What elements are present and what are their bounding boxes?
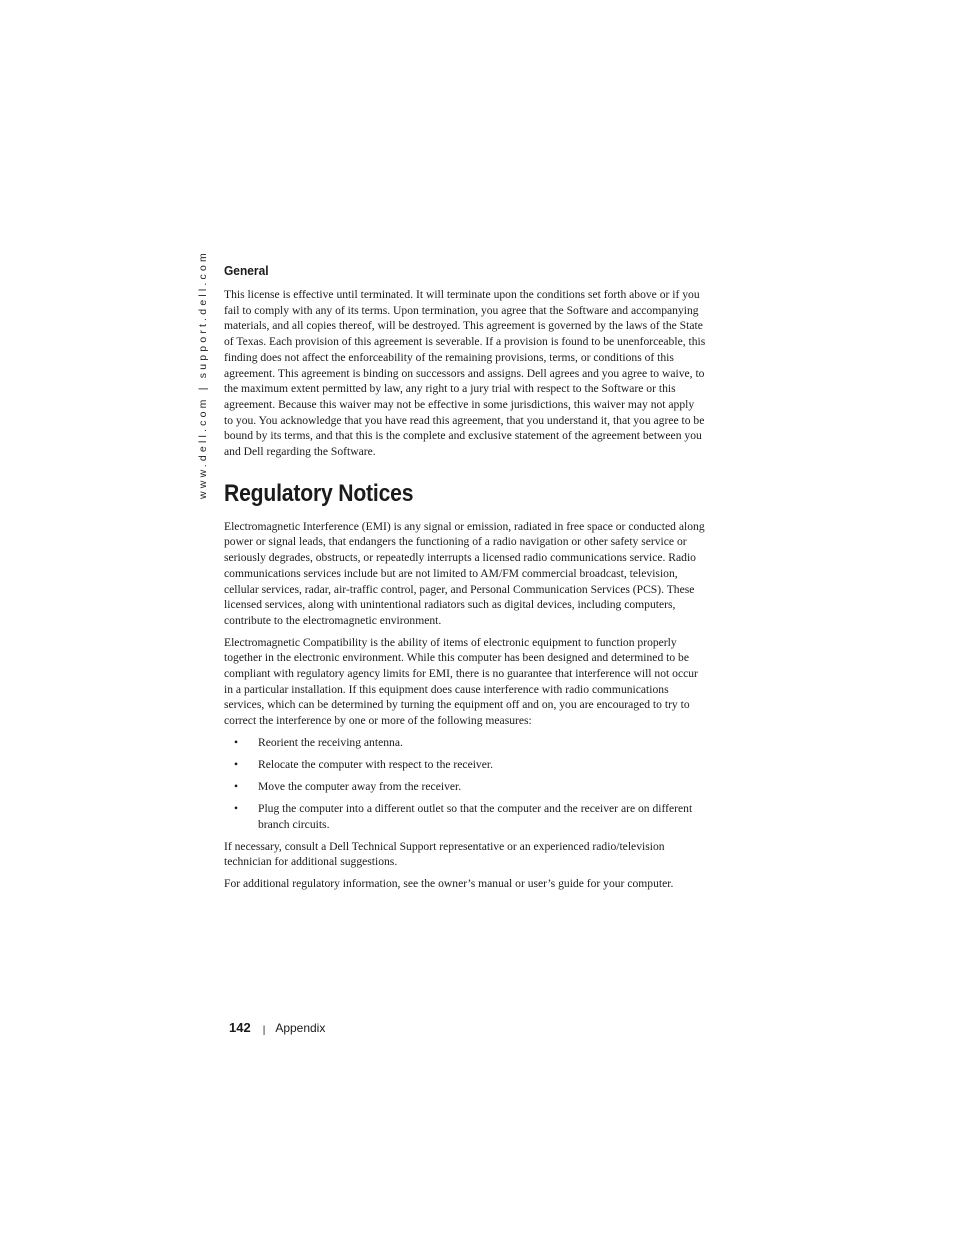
list-item-text: Reorient the receiving antenna. bbox=[258, 735, 403, 749]
support-paragraph: If necessary, consult a Dell Technical Support representative or an experienced radio/television technician for additional suggestions. bbox=[224, 839, 665, 869]
measures-list bbox=[224, 735, 706, 832]
regulatory-notices-heading: Regulatory Notices bbox=[224, 479, 414, 507]
page-content bbox=[224, 262, 706, 898]
list-item-text: Relocate the computer with respect to the receiver. bbox=[258, 757, 493, 771]
list-item bbox=[224, 801, 706, 832]
general-paragraph: This license is effective until terminated. It will terminate upon the conditions set forth above or if you fail to comply with any of its terms. Upon termination, you agree that the Software and accompanying materials, and all copies thereof, will be destroyed. This agreement is governed by the laws of the State of Texas. Each provision of this agreement is severable. If a provision is found to be unenforceable, this finding does not affect the enforceability of the remaining provisions, terms, or conditions of this agreement. This agreement is binding on successors and assigns. Dell agrees and you agree to waive, to the maximum extent permitted by law, any right to a jury trial with respect to the Software or this agreement. Because this waiver may not be effective in some jurisdictions, this waiver may not apply to you. You acknowledge that you have read this agreement, that you understand it, that you agree to be bound by its terms, and that this is the complete and exclusive statement of the agreement between you and Dell regarding the Software. bbox=[224, 288, 706, 459]
bullet-icon: • bbox=[234, 735, 239, 749]
footer-separator: | bbox=[262, 1025, 266, 1036]
additional-info-paragraph: For additional regulatory information, see the owner’s manual or user’s guide for your computer. bbox=[224, 876, 674, 890]
footer-section-name: Appendix bbox=[275, 1021, 326, 1035]
page-footer bbox=[229, 1019, 325, 1039]
bullet-icon: • bbox=[234, 801, 239, 815]
general-heading: General bbox=[224, 263, 269, 278]
emc-paragraph: Electromagnetic Compatibility is the ability of items of electronic equipment to function properly together in the electronic environment. While this computer has been designed and determined to be compliant with regulatory agency limits for EMI, there is no guarantee that interference will not occur in a particular installation. If this equipment does cause interference with radio communications services, which can be determined by turning the equipment off and on, you are encouraged to try to correct the interference by one or more of the following measures: bbox=[224, 635, 698, 728]
bullet-icon: • bbox=[234, 779, 239, 793]
list-item bbox=[224, 735, 706, 751]
sidebar-url-text: www.dell.com | support.dell.com bbox=[197, 250, 209, 499]
page-number: 142 bbox=[229, 1020, 251, 1035]
list-item-text: Plug the computer into a different outlet so that the computer and the receiver are on different branch circuits. bbox=[258, 801, 693, 831]
emi-paragraph: Electromagnetic Interference (EMI) is any signal or emission, radiated in free space or conducted along power or signal leads, that endangers the functioning of a radio navigation or other safety service or seriously degrades, obstructs, or repeatedly interrupts a licensed radio communications service. Radio communications services include but are not limited to AM/FM commercial broadcast, television, cellular services, radar, air-traffic control, pager, and Personal Communication Services (PCS). These licensed services, along with unintentional radiators such as digital devices, including computers, contribute to the electromagnetic environment. bbox=[224, 519, 705, 627]
list-item bbox=[224, 779, 706, 795]
bullet-icon: • bbox=[234, 757, 239, 771]
list-item-text: Move the computer away from the receiver. bbox=[258, 779, 462, 793]
list-item bbox=[224, 757, 706, 773]
